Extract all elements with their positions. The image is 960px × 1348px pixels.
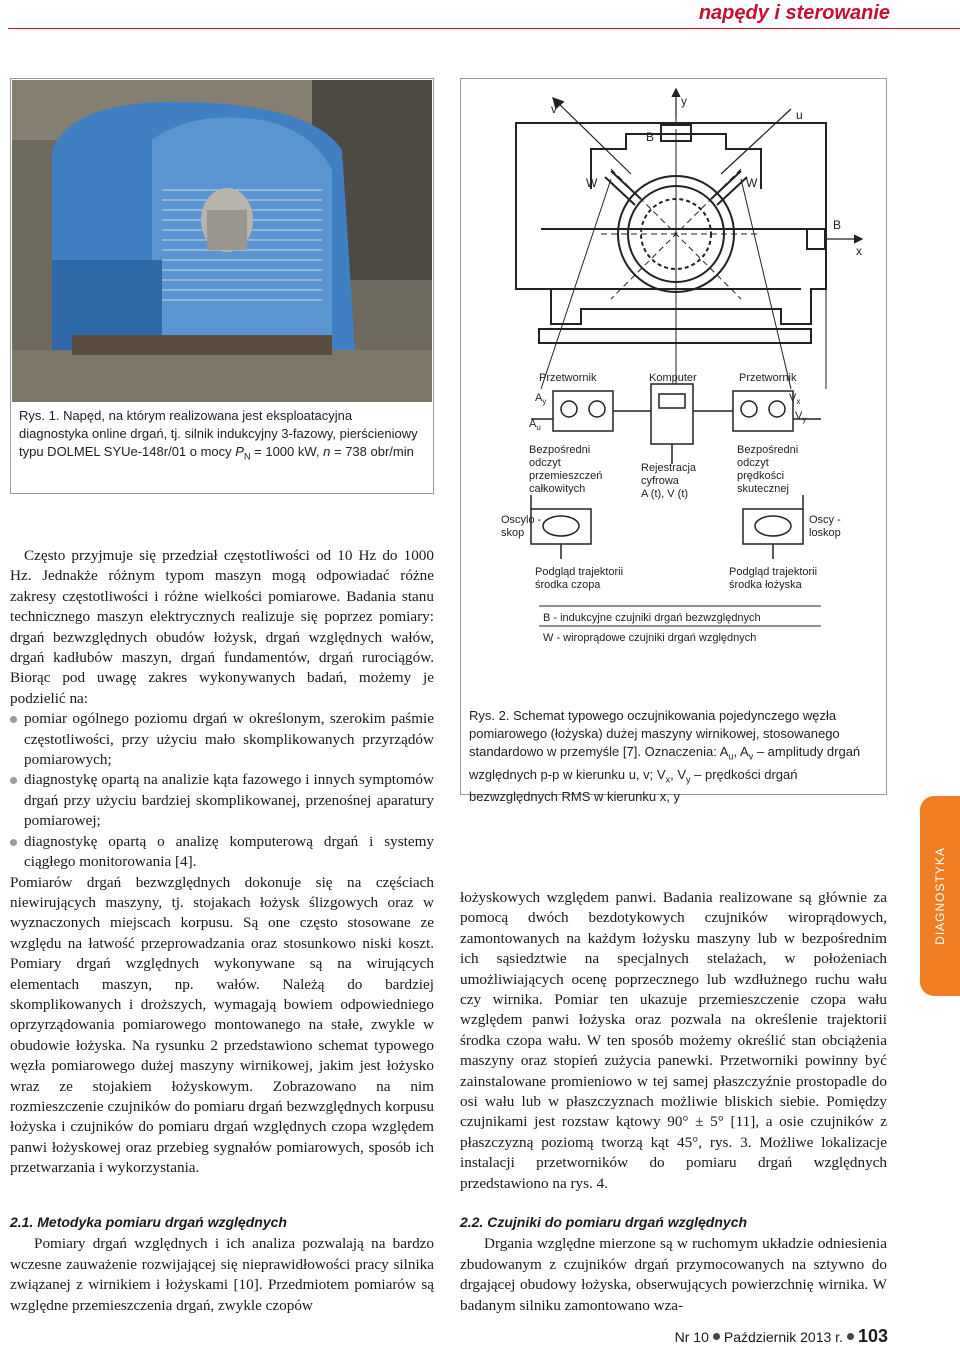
column-1-body — [10, 546, 434, 1179]
page-number: 103 — [857, 1326, 888, 1346]
sensor-b-right — [807, 229, 825, 249]
bullet-dot-icon — [713, 1333, 720, 1340]
side-tab-label: DIAGNOSTYKA — [933, 847, 947, 945]
measurement-types-list — [10, 709, 434, 872]
osc-right-line-2: loskop — [809, 527, 841, 539]
left-block-line-2: odczyt — [529, 457, 561, 469]
label-przetwornik-left: Przetwornik — [539, 372, 597, 384]
label-au: $A_u$ — [529, 418, 541, 432]
right-block-line-1: Bezpośredni — [737, 444, 799, 456]
left-block-line-3: przemieszczeń — [529, 470, 603, 482]
bearing-outer-frame — [516, 123, 826, 324]
left-block-line-1: Bezpośredni — [529, 444, 591, 456]
osc-left-line-2: skop — [501, 527, 525, 539]
traj-right-line-1: Podgląd trajektorii — [729, 566, 818, 578]
section-2-2-text: Drgania względne mierzone są w ruchomym układzie odniesienia zbudowanym z czujników drgań przymocowanych na sztywno do drgającej obudowy łożyska, obserwujących powierzchnię wirnika. W badanym silniku zamontowano wza- — [460, 1235, 887, 1314]
axis-label-y: y — [681, 94, 687, 108]
axis-label-v: v — [551, 102, 557, 116]
traj-left-line-1: Podgląd trajektorii — [535, 566, 624, 578]
label-vx: $V_x$ — [789, 392, 801, 406]
oscilloscope-right — [743, 509, 803, 544]
osc-left-line-1: Oscylo - — [501, 514, 542, 526]
computer-box — [651, 384, 693, 444]
legend-b: B - indukcyjne czujniki drgań bezwzględnych — [543, 612, 761, 624]
header-rule — [8, 28, 960, 29]
section-2-1 — [10, 1212, 434, 1316]
section-2-2-heading: 2.2. Czujniki do pomiaru drgań względnych — [460, 1214, 748, 1230]
figure-1 — [10, 78, 434, 494]
motor-illustration — [12, 80, 432, 402]
axis-label-x: x — [856, 244, 862, 258]
label-przetwornik-right: Przetwornik — [739, 372, 797, 384]
list-item: diagnostykę opartą o analizę komputerową drgań i systemy ciągłego monitorowania [4]. — [10, 832, 434, 873]
label-w-right: W — [746, 176, 758, 190]
label-b-right: B — [833, 218, 842, 232]
motor-photo — [12, 80, 432, 402]
list-item: pomiar ogólnego poziomu drgań w określonym, szerokim paśmie częstotliwości, przy użyciu mało skomplikowanych przyrządów pomiarowych; — [10, 709, 434, 770]
intro-paragraph: Często przyjmuje się przedział częstotliwości od 10 Hz do 1000 Hz. Jednakże różnym typom maszyn mogą odpowiadać różne zakresy częstotliwości i różne wielkości pomiarowe. Badania stanu technicznego maszyn elektrycznych realizuje się poprzez pomiary: drgań bezwzględnych obudów łożysk, drgań względnych wałów, drgań kadłubów maszyn, drgań fundamentów, drgań rurociągów. Biorąc pod uwagę zakres wykonywanych badań, możemy je podzielić na: — [10, 547, 434, 707]
column-2-body — [460, 888, 887, 1194]
list-item: diagnostykę opartą na analizie kąta fazowego i innych symptomów drgań przy użyciu bardziej skomplikowanej, przenośnej aparatury pomiarowej; — [10, 770, 434, 831]
center-block-line-3: A (t), V (t) — [641, 488, 689, 500]
axis-label-u: u — [796, 108, 803, 122]
traj-left-line-2: środka czopa — [535, 579, 601, 591]
center-block-line-1: Rejestracja — [641, 462, 697, 474]
label-w-left: W — [586, 176, 598, 190]
right-block-line-2: odczyt — [737, 457, 769, 469]
label-b-top: B — [646, 130, 655, 144]
osc-right-line-1: Oscy - — [809, 514, 841, 526]
legend-w: W - wiroprądowe czujniki drgań względnych — [543, 632, 757, 644]
paragraph-absolute-relative: Pomiarów drgań bezwzględnych dokonuje się na częściach niewirujących maszyny, tj. stojakach łożysk ślizgowych oraz w wyznaczonych miejscach korpusu. Są one często stosowane ze względu na łatwość przeprowadzania oraz stosunkowo niski koszt. Pomiary drgań względnych wykonywane są na wirujących elementach maszyn, np. wałów. Należą do bardziej skomplikowanych i droższych, wymagają bowiem odpowiedniego oprzyrządowania pomiarowego montowanego na stałe, zwykle w obudowie łożyska. Na rysunku 2 przedstawiono schemat typowego węzła pomiarowego dużej maszyny wirnikowej, jakim jest łożysko wraz ze stojakiem łożyskowym. Zobrazowano na nim rozmieszczenie czujników do pomiaru drgań bezwzględnych korpusu łożyska i czujników do pomiaru drgań względnych czopa względem panwi łożyskowej oraz przebieg sygnałów pomiarowych, sposób ich przetwarzania i wykorzystania. — [10, 873, 434, 1177]
section-2-2 — [460, 1212, 887, 1316]
issue-number: Nr 10 — [674, 1329, 709, 1345]
traj-right-line-2: środka łożyska — [729, 579, 802, 591]
figure-2 — [460, 78, 887, 805]
figure-1-caption: Rys. 1. Napęd, na którym realizowana jest eksploatacyjna diagnostyka online drgań, tj. silnik indukcyjny 3-fazowy, pierścieniowy typu DOLMEL SYUe-148r/01 o mocy $P_N = 1000$ kW, n = 738 obr/min — [19, 408, 418, 462]
right-block-line-3: prędkości — [737, 470, 785, 482]
left-block-line-4: całkowitych — [529, 483, 586, 495]
label-komputer: Komputer — [649, 372, 697, 384]
page-footer — [675, 1326, 888, 1347]
label-ay: $A_y$ — [535, 392, 547, 406]
label-vy: $V_y$ — [795, 410, 807, 424]
paragraph-eddy-sensors: łożyskowych względem panwi. Badania realizowane są głównie za pomocą dwóch bezdotykowych czujników wiroprądowych, zamontowanych na każdym łożysku maszyny lub w bezpośrednim ich sąsiedztwie na specjalnych stelażach, w położeniach umożliwiających ocenę poprzecznego lub wzdłużnego ruchu wału czy wirnika. Pomiar ten ukazuje przemieszczenie czopa wału względem panwi łożyska oraz pozwala na określenie trajektorii środka czopa wału. W ten sposób możemy określić stan obciążenia maszyny oraz stopień zużycia panewki. Przetworniki powinny być zainstalowane promieniowo w tej samej płaszczyźnie prostopadle do osi wału lub w płaszczyznach możliwie bliskich siebie. Pomiędzy czujnikami jest rozstaw kątowy 90° ± 5° [11], a osie czujników z płaszczyzną poziomą tworzą kąt 45°, rys. 3. Możliwe lokalizacje instalacji przetworników do pomiaru drgań względnych przedstawiono na rys. 4. — [460, 889, 887, 1192]
sensor-schematic — [461, 79, 886, 699]
figure-2-caption: Rys. 2. Schemat typowego oczujnikowania pojedynczego węzła pomiarowego (łożyska) dużej maszyny wirnikowej, stosowanego standardowo w przemyśle [7]. Oznaczenia: $A_u$, $A_v$ – amplitudy drgań względnych p-p w kierunku u, v; $V_x$, $V_y$ – prędkości drgań bezwzględnych RMS w kierunku x, y — [469, 708, 861, 805]
right-block-line-4: skutecznej — [737, 483, 789, 495]
side-tab — [920, 796, 960, 996]
center-block-line-2: cyfrowa — [641, 475, 679, 487]
section-header-title: napędy i sterowanie — [698, 2, 890, 24]
section-2-1-text: Pomiary drgań względnych i ich analiza pozwalają na bardzo wczesne zauważenie rozwijającej się nieprawidłowości pracy silnika związanej z wirnikiem i łożyskami [10]. Przedmiotem pomiarów są względne przemieszczenia drgań, zwykle czopów — [10, 1235, 434, 1314]
bullet-dot-icon — [847, 1333, 854, 1340]
issue-date: Październik 2013 r. — [723, 1329, 843, 1345]
section-2-1-heading: 2.1. Metodyka pomiaru drgań względnych — [10, 1214, 287, 1230]
